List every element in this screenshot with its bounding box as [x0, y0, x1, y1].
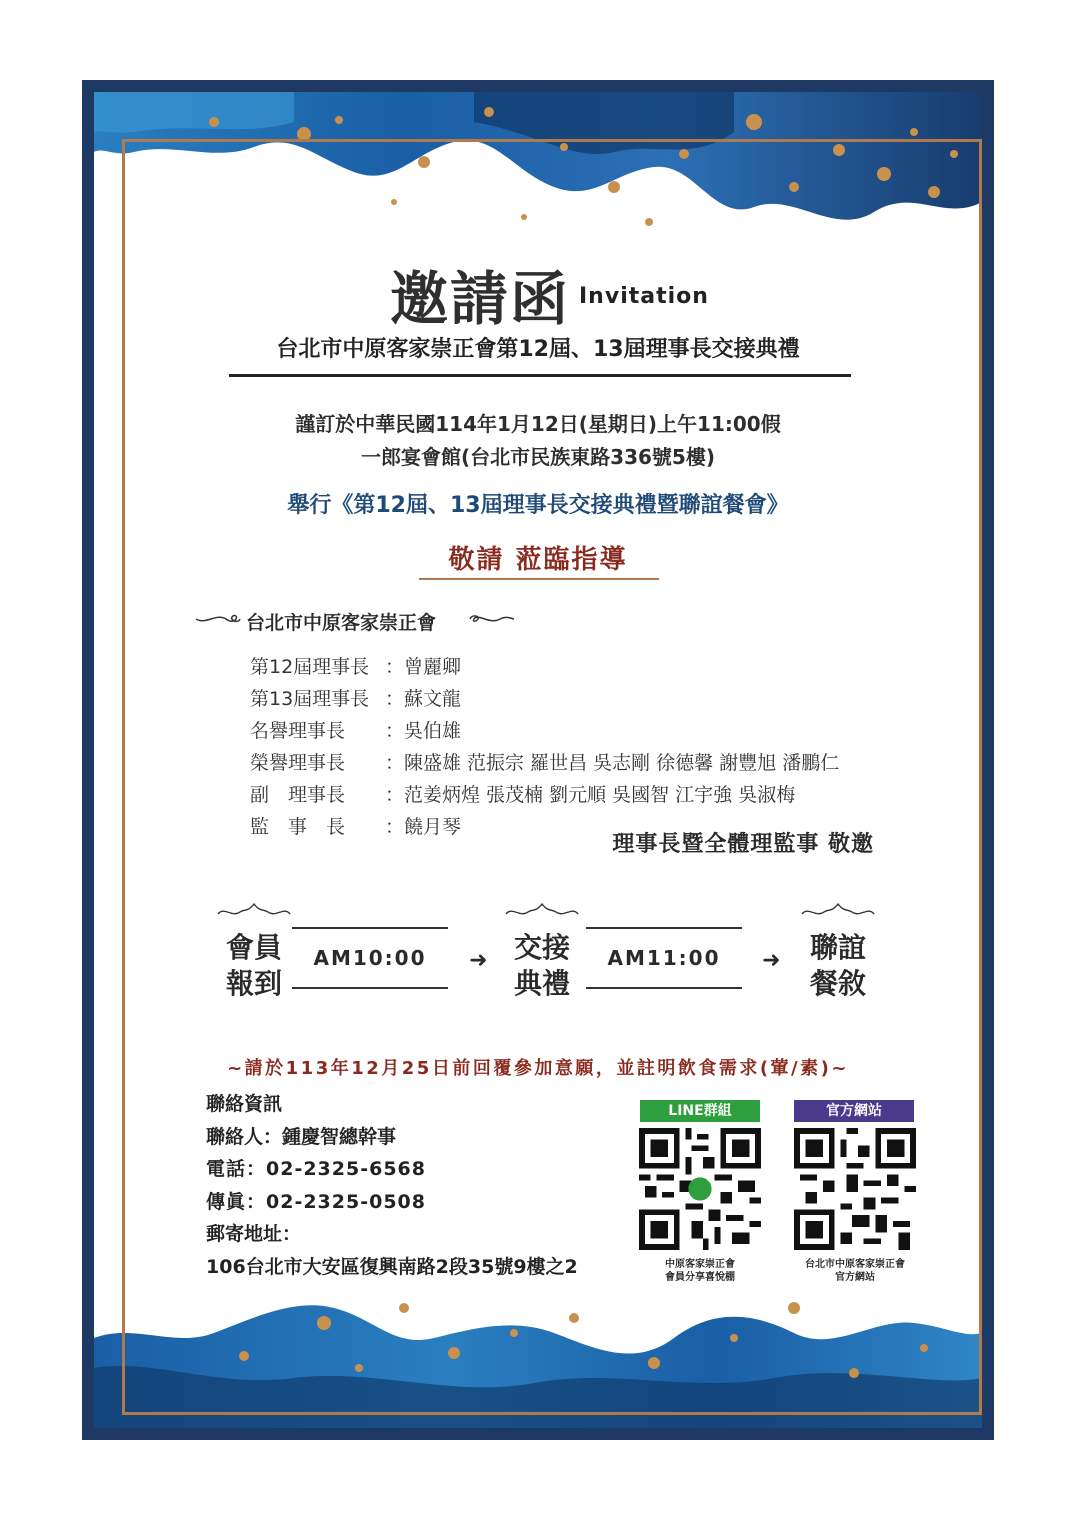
- respect-divider: [419, 578, 659, 580]
- rsvp-notice: ~請於113年12月25日前回覆參加意願，並註明飲食需求(葷/素)~: [227, 1058, 849, 1079]
- time-ceremony: AM11:00: [586, 927, 742, 989]
- official-site-qr-code[interactable]: [794, 1128, 916, 1250]
- ceremony-subtitle: 台北市中原客家崇正會第12屆、13屆理事長交接典禮: [276, 337, 800, 362]
- subtitle-divider: [229, 374, 851, 377]
- arrow-right-icon: ➜: [469, 948, 488, 973]
- respect-line: 敬請 蒞臨指導: [448, 545, 628, 575]
- invitation-card: [82, 80, 994, 1440]
- line-group-caption: 中原客家崇正會 會員分享喜悅棚: [665, 1259, 735, 1283]
- bottom-watercolor-decoration: [94, 1278, 982, 1428]
- step-banquet: 聯誼 餐敘: [809, 931, 866, 1000]
- closing-signature: 理事長暨全體理監事 敬邀: [612, 832, 874, 857]
- officer-roster: [250, 652, 839, 844]
- invitation-paper: [94, 92, 982, 1428]
- organization-name: 台北市中原客家崇正會: [246, 612, 437, 634]
- step-handover-ceremony: 交接 典禮: [513, 931, 570, 1000]
- mail-address: 106台北市大安區復興南路2段35號9樓之2: [206, 1255, 578, 1278]
- contact-info: [206, 1088, 578, 1283]
- step3-flourish-icon: [798, 900, 878, 920]
- contact-fax: 傳眞：02-2325-0508: [206, 1190, 426, 1213]
- time-checkin: AM10:00: [292, 927, 448, 989]
- contact-person: 聯絡人：鍾慶智總幹事: [206, 1125, 397, 1148]
- roster-row: 名譽理事長 ：吳伯雄: [250, 720, 462, 742]
- step1-flourish-icon: [214, 900, 294, 920]
- mail-label: 郵寄地址：: [206, 1223, 302, 1245]
- venue-line: 一郎宴會館(台北市民族東路336號5樓): [361, 445, 715, 469]
- invitation-title: 邀請函: [390, 265, 571, 333]
- contact-heading: 聯絡資訊: [206, 1093, 283, 1115]
- invitation-title-english: Invitation: [579, 284, 709, 309]
- contact-phone: 電話：02-2325-6568: [206, 1158, 426, 1180]
- event-name: 舉行《第12屆、13屆理事長交接典禮暨聯誼餐會》: [287, 493, 789, 518]
- official-site-tag: 官方網站: [794, 1100, 914, 1122]
- step2-flourish-icon: [502, 900, 582, 920]
- step-member-checkin: 會員 報到: [225, 931, 282, 1000]
- left-flourish-icon: [194, 612, 242, 626]
- right-flourish-icon: [468, 612, 516, 626]
- roster-row: 第12屆理事長 ：曾麗卿: [250, 656, 462, 678]
- line-group-tag: LINE群組: [640, 1100, 760, 1122]
- official-site-caption: 台北市中原客家崇正會 官方網站: [805, 1259, 905, 1283]
- roster-row: 第13屆理事長 ：蘇文龍: [250, 688, 462, 710]
- roster-row: 監 事 長 ：饒月琴: [250, 816, 462, 838]
- arrow-right-icon: ➜: [762, 948, 781, 973]
- top-watercolor-decoration: [94, 92, 982, 242]
- roster-row: 副 理事長 ：范姜炳煌 張茂楠 劉元順 吳國智 江宇強 吳淑梅: [250, 784, 796, 806]
- line-group-qr-code[interactable]: [639, 1128, 761, 1250]
- date-line: 謹訂於中華民國114年1月12日(星期日)上午11:00假: [295, 412, 781, 436]
- roster-row: 榮譽理事長 ：陳盛雄 范振宗 羅世昌 吳志剛 徐德馨 謝豐旭 潘鵬仁: [250, 752, 840, 774]
